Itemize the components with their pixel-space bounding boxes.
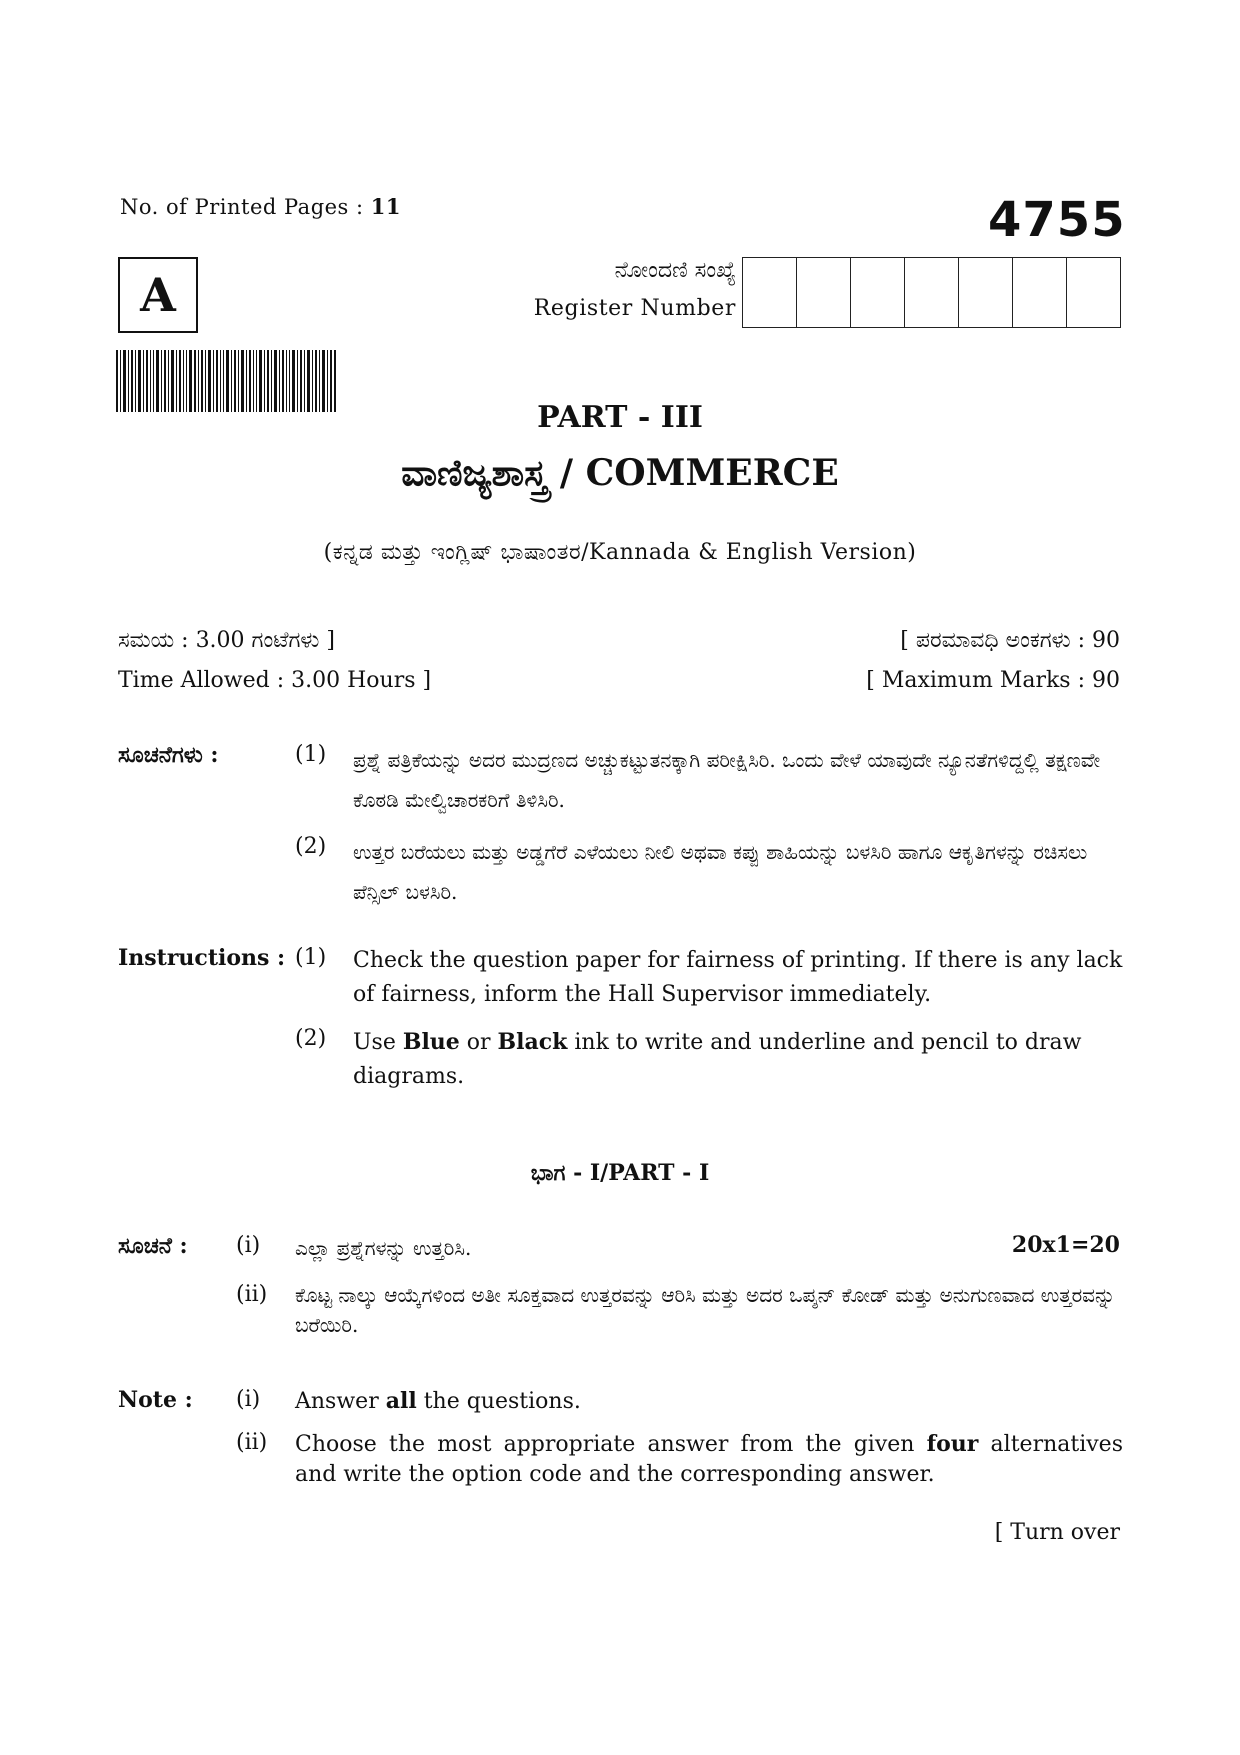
instructions-english-label: Instructions : (118, 945, 286, 971)
set-letter-box: A (118, 257, 198, 333)
note-text: ಎಲ್ಲಾ ಪ್ರಶ್ನೆಗಳನ್ನು ಉತ್ತರಿಸಿ. (295, 1236, 472, 1260)
instruction-number: (2) (295, 1026, 327, 1051)
note-text: Choose the most appropriate answer from the given four alternatives and write the option code and the corresponding answer. (295, 1431, 1123, 1487)
register-digit-box[interactable] (743, 258, 797, 327)
marks-english: [ Maximum Marks : 90 (866, 668, 1120, 693)
time-english: Time Allowed : 3.00 Hours ] (118, 668, 432, 693)
ink-color-black: Black (497, 1029, 568, 1055)
version-line: (ಕನ್ನಡ ಮತ್ತು ಇಂಗ್ಲಿಷ್ ಭಾಷಾಂತರ/Kannada & English Version) (323, 540, 917, 565)
printed-pages-label: No. of Printed Pages : (120, 195, 364, 219)
note-kannada-label: ಸೂಚನೆ : (118, 1233, 188, 1259)
register-digit-box[interactable] (1067, 258, 1120, 327)
register-digit-box[interactable] (797, 258, 851, 327)
subject-title: ವಾಣಿಜ್ಯಶಾಸ್ತ್ರ / COMMERCE (401, 452, 839, 494)
note-number: (i) (236, 1233, 261, 1258)
instructions-kannada-label: ಸೂಚನೆಗಳು : (118, 742, 219, 768)
instruction-text: Check the question paper for fairness of printing. If there is any lack of fairness, inform the Hall Supervisor immediately. (353, 948, 1123, 1007)
printed-pages (120, 194, 401, 219)
marks-kannada: [ ಪರಮಾವಧಿ ಅಂಕಗಳು : 90 (900, 628, 1120, 653)
note-text: Answer all the questions. (295, 1388, 581, 1414)
instruction-number: (2) (295, 834, 327, 859)
part-title: PART - III (537, 400, 703, 435)
time-kannada: ಸಮಯ : 3.00 ಗಂಟೆಗಳು ] (118, 628, 335, 653)
register-digit-box[interactable] (1013, 258, 1067, 327)
instruction-number: (1) (295, 945, 327, 970)
register-digit-box[interactable] (851, 258, 905, 327)
register-label-kannada: ನೋಂದಣಿ ಸಂಖ್ಯೆ (614, 258, 736, 283)
register-label-english: Register Number (533, 296, 736, 321)
section-marks: 20x1=20 (1011, 1232, 1120, 1258)
turn-over-label: [ Turn over (994, 1520, 1120, 1545)
ink-color-blue: Blue (402, 1029, 460, 1055)
note-number: (i) (236, 1387, 261, 1412)
note-number: (ii) (236, 1282, 268, 1307)
register-digit-box[interactable] (959, 258, 1013, 327)
note-number: (ii) (236, 1430, 268, 1455)
register-digit-box[interactable] (905, 258, 959, 327)
paper-code: 4755 (988, 192, 1126, 248)
instruction-number: (1) (295, 742, 327, 767)
register-number-boxes[interactable] (742, 257, 1121, 328)
section-heading: ಭಾಗ - I/PART - I (530, 1160, 710, 1186)
instruction-text: ಪ್ರಶ್ನೆ ಪತ್ರಿಕೆಯನ್ನು ಅದರ ಮುದ್ರಣದ ಅಚ್ಚುಕಟ್ಟುತನಕ್ಕಾಗಿ ಪರೀಕ್ಷಿಸಿರಿ. ಒಂದು ವೇಳೆ ಯಾವುದೇ ನ್ಯೂನತೆಗಳಿದ್ದಲ್ಲಿ ತಕ್ಷಣವೇ ಕೊಠಡಿ ಮೇಲ್ವಿಚಾರಕರಿಗೆ ತಿಳಿಸಿರಿ. (353, 748, 1101, 812)
note-text: ಕೊಟ್ಟ ನಾಲ್ಕು ಆಯ್ಕೆಗಳಿಂದ ಅತೀ ಸೂಕ್ತವಾದ ಉತ್ತರವನ್ನು ಆರಿಸಿ ಮತ್ತು ಅದರ ಒಪ್ಶನ್ ಕೋಡ್ ಮತ್ತು ಅನುಗುಣವಾದ ಉತ್ತರವನ್ನು ಬರೆಯಿರಿ. (295, 1283, 1116, 1337)
printed-pages-value: 11 (370, 194, 402, 219)
note-english-label: Note : (118, 1387, 193, 1413)
instruction-text: Use Blue or Black ink to write and underline and pencil to draw diagrams. (353, 1029, 1082, 1089)
instruction-text: ಉತ್ತರ ಬರೆಯಲು ಮತ್ತು ಅಡ್ಡಗೆರೆ ಎಳೆಯಲು ನೀಲಿ ಅಥವಾ ಕಪ್ಪು ಶಾಹಿಯನ್ನು ಬಳಸಿರಿ ಹಾಗೂ ಆಕೃತಿಗಳನ್ನು ರಚಿಸಲು ಪೆನ್ಸಿಲ್ ಬಳಸಿರಿ. (353, 840, 1088, 904)
